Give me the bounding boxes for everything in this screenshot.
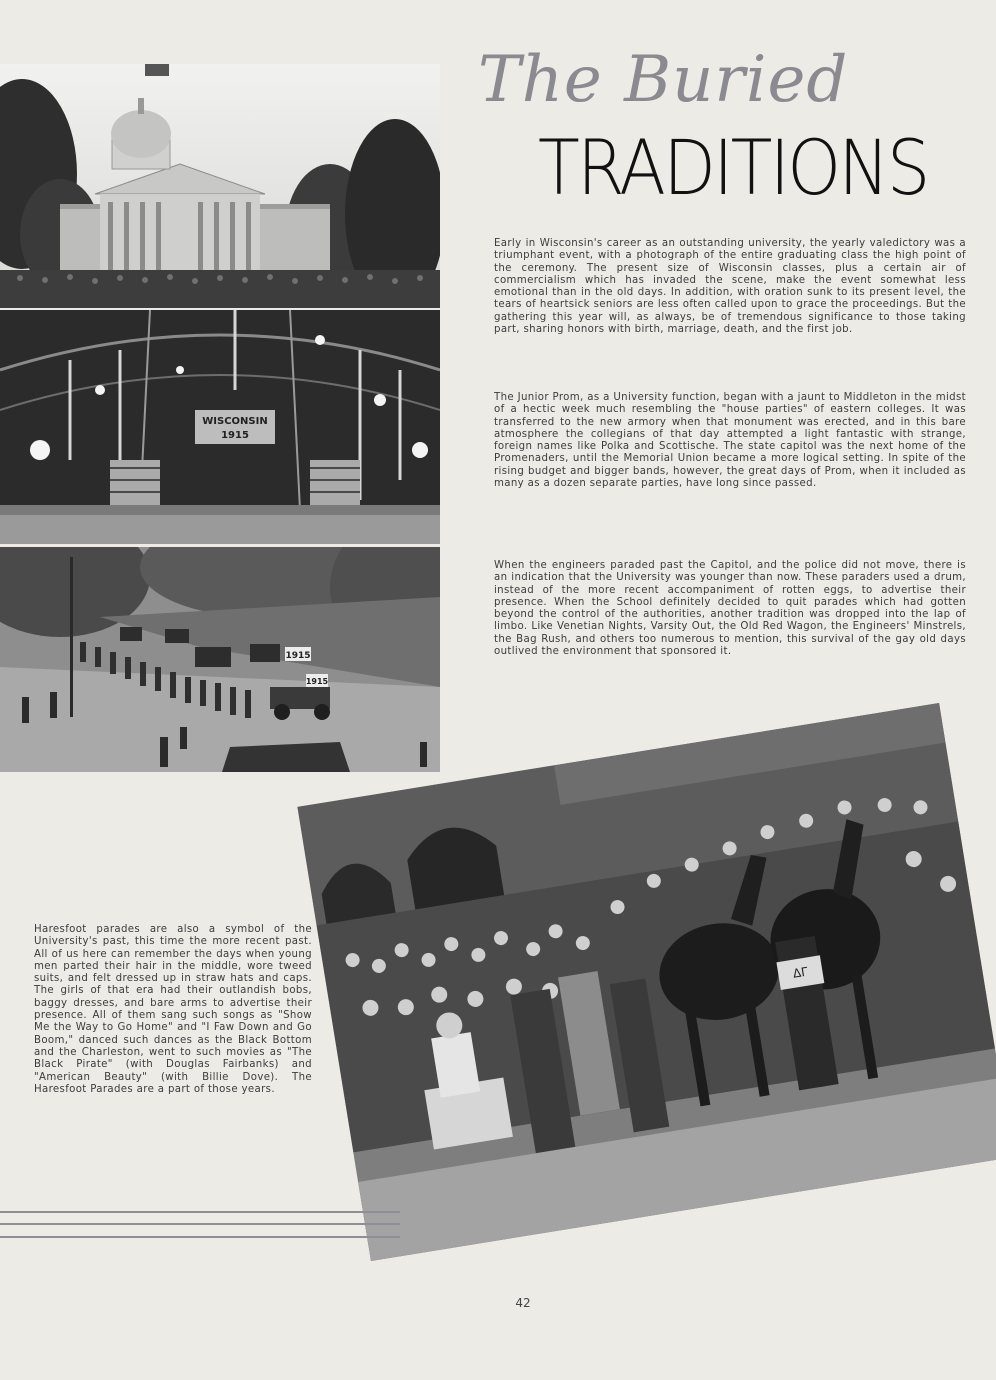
paragraph-haresfoot: Haresfoot parades are also a symbol of the University's past, this time the more recent past. All of us here can remember the days when young men parted their hair in the middle, wore tweed suits, and felt dressed up in straw hats and caps. The girls of that era had their outlandish bobs, baggy dresses, and bare arms to advertise their presence. All of them sang such songs as "Show Me the Way to Go Home" and "I Faw Down and Go Boom," danced such dances as the Black Bottom and the Charleston, went to such movies as "The Black Pirate" (with Douglas Fairbanks) and "American Beauty" (with Billie Dove). The Haresfoot Parades are a part of those years. [34, 924, 312, 1095]
photo-junior-prom-armory [0, 310, 440, 544]
page-number: 42 [515, 1296, 531, 1310]
prom-banner-top: WISCONSIN [202, 416, 268, 427]
paragraph-junior-prom: The Junior Prom, as a University function, began with a jaunt to Middleton in the midst of a hectic week much resembling the "house parties" of eastern colleges. It was transferred to the new armory when that monument was erected, and in this bare atmosphere the collegians of that day attempted a light fantastic with strange, foreign names like Polka and Scottische. The state capitol was the next home of the Promenaders, until the Memorial Union became a more logical setting. In spite of the rising budget and bigger bands, however, the great days of Prom, when it included as many as a dozen separate parties, have long since passed. [494, 392, 966, 490]
page-title: TRADITIONS [538, 123, 928, 212]
parade-sign-1: 1915 [285, 651, 311, 661]
prom-banner-bottom: 1915 [221, 430, 249, 441]
decorative-rule [0, 1236, 400, 1238]
paragraph-engineers-parade: When the engineers paraded past the Capitol, and the police did not move, there is an indication that the University was younger than now. These paraders used a drum, instead of the more recent accompaniment of rotten eggs, to advertise their presence. When the School definitely decided to quit parades which had gotten beyond the control of the authorities, another tradition was dropped into the lap of limbo. Like Venetian Nights, Varsity Out, the Old Red Wagon, the Engineers' Minstrels, the Bag Rush, and others too numerous to mention, this survival of the gay old days outlived the environment that sponsored it. [494, 560, 966, 658]
title-script-line: The Buried [478, 43, 849, 117]
parade-sign-2: 1915 [305, 677, 329, 686]
photo-capitol-graduation [0, 64, 440, 308]
decorative-rule [0, 1211, 400, 1213]
photo-engineers-parade [0, 547, 440, 772]
photo-haresfoot-parade [297, 703, 996, 1261]
haresfoot-sign: ΔΓ [791, 964, 809, 981]
decorative-rule [0, 1223, 400, 1225]
paragraph-valedictory: Early in Wisconsin's career as an outstanding university, the yearly valedictory was a triumphant event, with a photograph of the entire graduating class the high point of the ceremony. The present size of Wisconsin classes, plus a certain air of commercialism which has invaded the scene, make the event somewhat less emotional than in the old days. In addition, with oration sunk to its present level, the tears of heartsick seniors are less often called upon to grace the proceedings. But the gathering this year will, as always, be of tremendous significance to those taking part, sharing honors with birth, marriage, death, and the first job. [494, 238, 966, 336]
